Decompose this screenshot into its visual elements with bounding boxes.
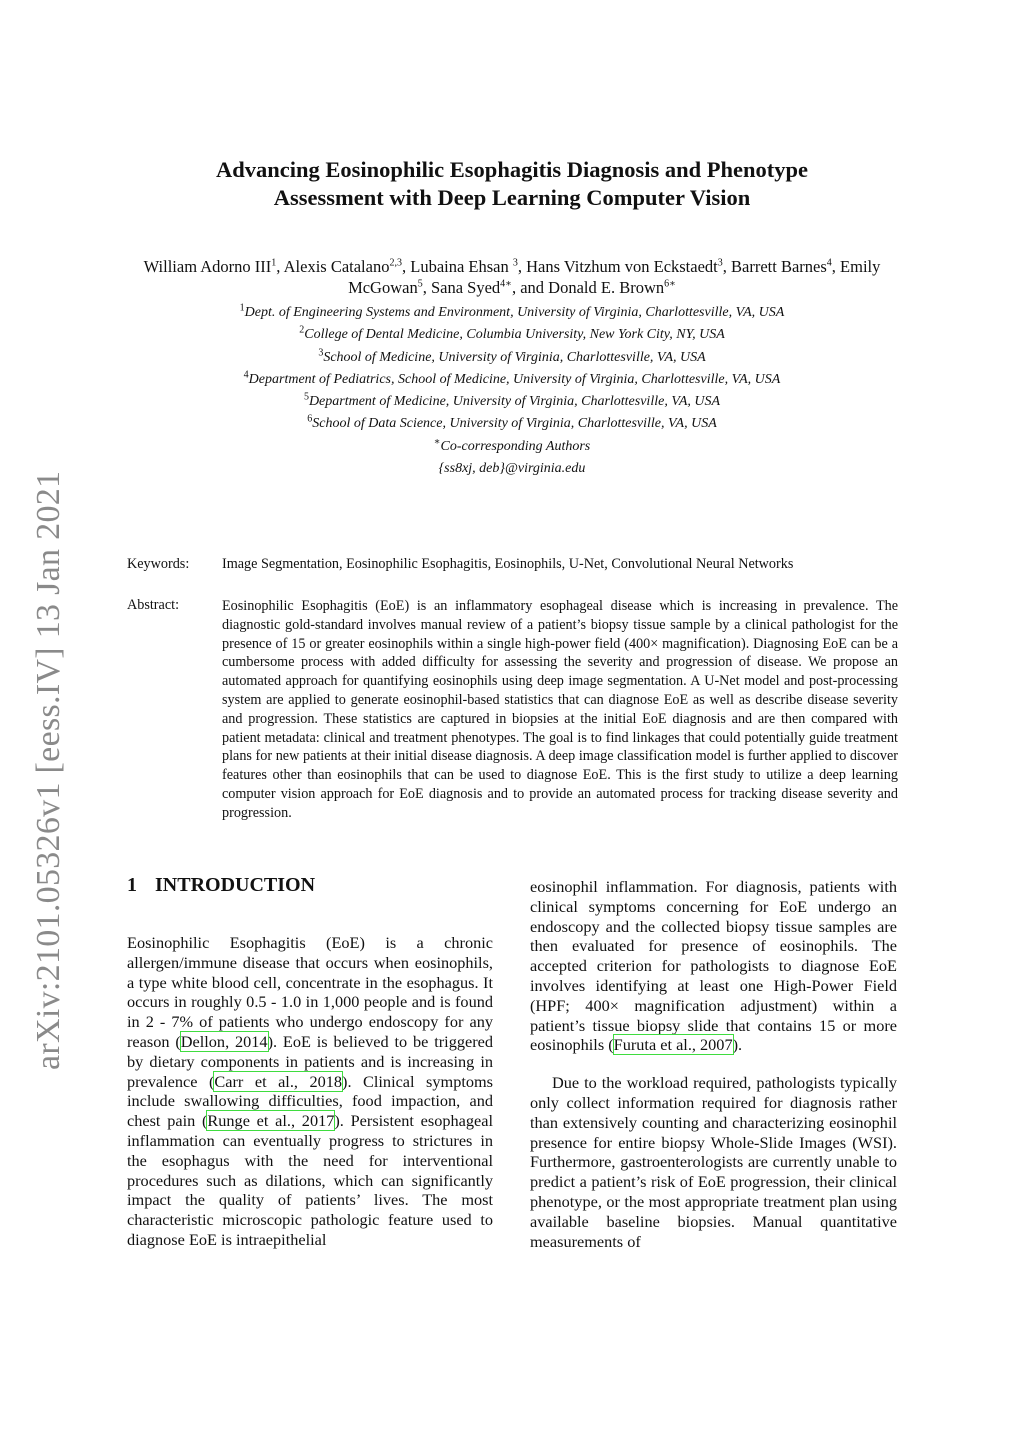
contact-email: {ss8xj, deb}@virginia.edu: [438, 461, 586, 477]
corresponding-text: Co-corresponding Authors: [440, 438, 591, 454]
author-name: , Hans Vitzhum von Eckstaedt: [517, 257, 718, 276]
corresponding-mark: ∗: [433, 436, 441, 448]
citation-link-runge-2017[interactable]: Runge et al., 2017: [207, 1111, 335, 1131]
author-name: , Lubaina Ehsan: [401, 257, 513, 276]
affiliation-list: [120, 302, 904, 480]
author-name: , Emily McGowan: [348, 257, 881, 297]
affiliation-text: School of Data Science, University of Virginia, Charlottesville, VA, USA: [312, 416, 717, 432]
affiliation: [120, 302, 904, 324]
title-line-1: Advancing Eosinophilic Esophagitis Diagnosis and Phenotype: [215, 157, 809, 182]
column-left: [127, 933, 493, 1250]
paragraph-text: ). Clinical symptoms include swallowing difficulties, food impaction, and chest pain (: [127, 1071, 493, 1131]
citation-link-furuta-2007[interactable]: Furuta et al., 2007: [613, 1035, 733, 1055]
author-name: , Barrett Barnes: [722, 257, 827, 276]
affiliation: [120, 391, 904, 413]
author-affiliation-mark: 4∗: [500, 278, 512, 290]
paragraph-text: ). EoE is believed to be triggered by dietary components in patients and is increasing in prevalence (: [127, 1031, 493, 1091]
author-affiliation-mark: 4: [826, 257, 832, 269]
paragraph-text: ).: [732, 1035, 743, 1055]
author-affiliation-mark: 3: [717, 257, 723, 269]
affiliation-mark: 6: [307, 413, 313, 425]
author-name: , Sana Syed: [422, 278, 501, 297]
author-affiliation-mark: 3: [512, 257, 518, 269]
keywords-text: Image Segmentation, Eosinophilic Esophagitis, Eosinophils, U-Net, Convolutional Neural Networks: [222, 556, 794, 572]
intro-paragraph-1: [127, 933, 493, 1250]
affiliation-mark: 4: [243, 369, 249, 381]
affiliation-mark: 1: [239, 302, 245, 314]
title-line-2: Assessment with Deep Learning Computer Vision: [273, 185, 751, 210]
affiliation-text: School of Medicine, University of Virginia, Charlottesville, VA, USA: [323, 349, 706, 365]
affiliation: [120, 347, 904, 369]
affiliation: [120, 369, 904, 391]
section-title: INTRODUCTION: [155, 874, 316, 896]
author-name: , Alexis Catalano: [276, 257, 390, 276]
citation-link-carr-2018[interactable]: Carr et al., 2018: [214, 1071, 343, 1091]
affiliation-mark: 5: [303, 391, 309, 403]
section-heading-introduction: [127, 874, 315, 897]
author-list: [120, 256, 904, 298]
paragraph-text: Eosinophilic Esophagitis (EoE) is a chronic allergen/immune disease that occurs when eosinophils, a type white blood cell, concentrate in the esophagus. It occurs in roughly 0.5 - 1.0 in 1,000 people and is found in 2 - 7% of patients who undergo endoscopy for any reason (: [127, 933, 493, 1051]
intro-paragraph-1-continued: [530, 877, 897, 1055]
column-right: [530, 877, 897, 1251]
affiliation: [120, 324, 904, 346]
author-affiliation-mark: 2,3: [389, 257, 402, 269]
section-number: 1: [127, 874, 137, 896]
citation-link-dellon-2014[interactable]: Dellon, 2014: [180, 1031, 268, 1051]
affiliation-text: Department of Medicine, University of Virginia, Charlottesville, VA, USA: [308, 394, 721, 410]
abstract-text: Eosinophilic Esophagitis (EoE) is an inflammatory esophageal disease which is increasing in prevalence. The diagnostic gold-standard involves manual review of a patient’s biopsy tissue sample by a clinical pathologist for the presence of 15 or greater eosinophils within a single high-power field (400× magnification). Diagnosing EoE can be a cumbersome process with added difficulty for assessing the severity and progression of disease. We propose an automated approach for quantifying eosinophils using deep image segmentation. A U-Net model and post-processing system are applied to generate eosinophil-based statistics that can diagnose EoE as well as describe disease severity and progression. These statistics are captured in biopsies at the initial EoE diagnosis and are then compared with patient metadata: clinical and treatment phenotypes. The goal is to find linkages that could potentially guide treatment plans for new patients at their initial disease diagnosis. A deep image classification model is further applied to discover features other than eosinophils that can be used to diagnose EoE. This is the first study to utilize a deep learning computer vision approach for EoE diagnosis and to provide an automated process for tracking disease severity and progression.: [222, 598, 898, 821]
arxiv-identifier-stamp: arXiv:2101.05326v1 [eess.IV] 13 Jan 2021: [30, 470, 67, 1070]
author-name: William Adorno III: [143, 257, 272, 276]
affiliation-mark: 3: [318, 346, 324, 358]
intro-paragraph-2: Due to the workload required, pathologists typically only collect information required for diagnosis rather than extensively counting and characterizing eosinophil presence for entire biopsy Whole-Slide Images (WSI). Furthermore, gastroenterologists are currently unable to predict a patient’s risk of EoE progression, their clinical phenotype, or the most appropriate treatment plan using available baseline biopsies. Manual quantitative measurements of: [530, 1073, 897, 1251]
corresponding-note: [120, 436, 904, 458]
paragraph-text: ). Persistent esophageal inflammation can eventually progress to strictures in the esophagus with the need for interventional procedures such as dilations, which can significantly impact the quality of patients’ lives. The most characteristic microscopic pathologic feature used to diagnose EoE is intraepithelial: [127, 1111, 494, 1249]
affiliation-text: Department of Pediatrics, School of Medicine, University of Virginia, Charlottesville, VA, USA: [248, 371, 781, 387]
paper-title: [110, 156, 914, 212]
paragraph-text: eosinophil inflammation. For diagnosis, patients with clinical symptoms concerning for EoE undergo an endoscopy and the collected biopsy tissue samples are then evaluated for presence of eosinophils. The accepted criterion for pathologists to diagnose EoE involves identifying at least one High-Power Field (HPF; 400× magnification adjustment) within a patient’s tissue biopsy slide that contains 15 or more eosinophils (: [530, 877, 897, 1055]
affiliation-mark: 2: [299, 324, 305, 336]
author-name: , and Donald E. Brown: [511, 278, 665, 297]
author-affiliation-mark: 5: [417, 278, 423, 290]
affiliation-text: College of Dental Medicine, Columbia University, New York City, NY, USA: [304, 327, 725, 343]
author-affiliation-mark: 6∗: [664, 278, 676, 290]
affiliation: [120, 413, 904, 435]
affiliation-text: Dept. of Engineering Systems and Environment, University of Virginia, Charlottesville, VA, USA: [244, 305, 785, 320]
keywords-label: Keywords:: [127, 556, 190, 572]
abstract-label: Abstract:: [127, 597, 180, 613]
author-affiliation-mark: 1: [271, 257, 277, 269]
